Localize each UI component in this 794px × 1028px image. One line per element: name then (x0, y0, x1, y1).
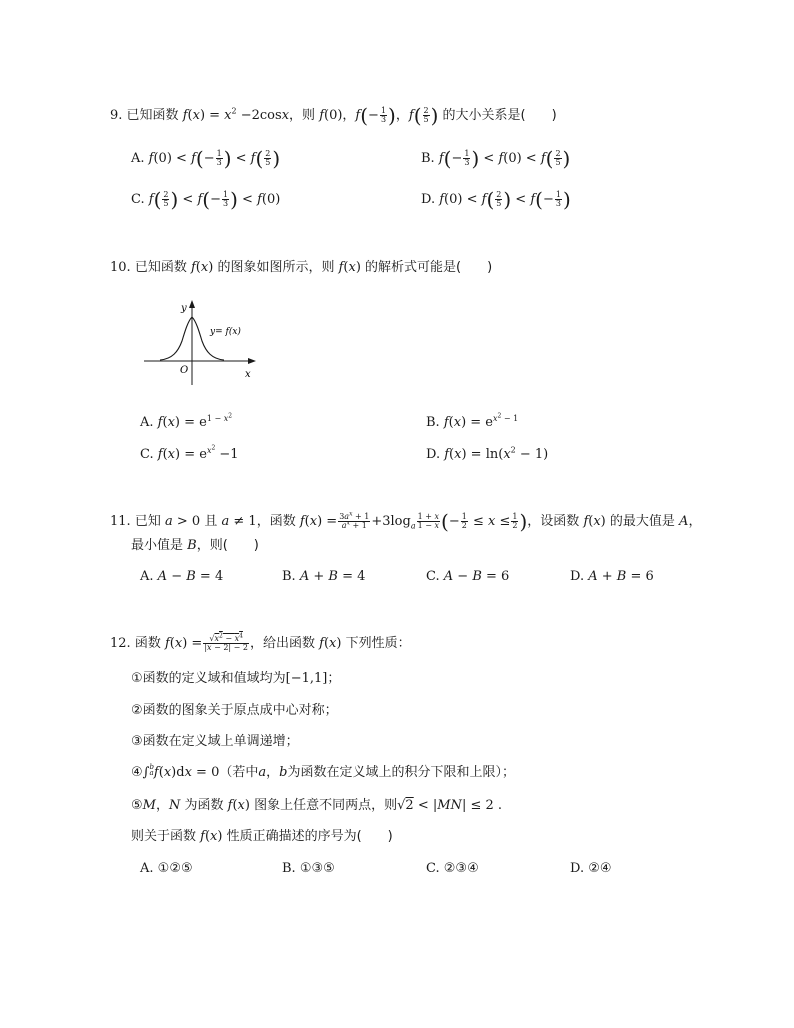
q10-option-c: C. $f(x) = e^{x^2} -1$ (140, 444, 239, 462)
q9-option-d: D. f(0) < f( $\frac{2}{5}$ ) < f(− $\frac{1}{3}$ ) (421, 187, 571, 212)
q12-property-1: ①函数的定义域和值域均为[−1,1]； (131, 671, 341, 686)
y-axis-arrow (189, 300, 195, 308)
q9-option-c: C. f( $\frac{2}{5}$ ) < f(− $\frac{1}{3}$ ) < f(0) (131, 187, 281, 212)
q12-property-5: ⑤M，N 为函数 f(x) 图象上任意不同两点，则√2 < |MN| ≤ 2 . (131, 798, 503, 813)
q11-stem-line1: 11. 已知 a > 0 且 a ≠ 1，函数 f(x) = $\frac{3a^x + 1}{a^x + 1}$ $+3\log_a$ $\frac{1 + x}{1 - x}$ (− $\frac{1}{2}$ ≤ x ≤ $\frac{1}{2}$ )，设函数 f(x) 的最大值是 A， (110, 509, 702, 534)
q11-stem-line2: 最小值是 B，则( ) (131, 538, 259, 553)
q12-number: 12. (110, 636, 131, 651)
y-axis-label: y (181, 303, 187, 314)
q10-option-a: A. $f(x) = e^{1 - x^2}$ (140, 412, 233, 430)
q11-option-d: D. A + B = 6 (570, 569, 654, 584)
x-axis-label: x (245, 369, 251, 380)
q12-question: 则关于函数 f(x) 性质正确描述的序号为( ) (131, 829, 393, 844)
q12-option-a: A. ①②⑤ (140, 861, 193, 876)
q10-option-d: D. $f(x) = \ln(x^2 - 1)$ (426, 445, 549, 462)
q9-number: 9. (110, 108, 123, 123)
q12-option-b: B. ①③⑤ (282, 861, 335, 876)
q12-property-2: ②函数的图象关于原点成中心对称； (131, 703, 338, 718)
origin-label: O (180, 365, 189, 376)
q12-property-3: ③函数在定义域上单调递增； (131, 734, 299, 749)
q12-property-4: ④∫b af(x)dx = 0（若中a，b为函数在定义域上的积分下限和上限）； (131, 763, 515, 780)
curve-label: y= f(x) (210, 327, 241, 337)
q9-option-a: A. f(0) < f(− $\frac{1}{3}$ ) < f( $\frac{2}{5}$ ) (131, 146, 281, 171)
q11-number: 11. (110, 514, 131, 529)
q10-option-b: B. $f(x) = e^{x^2 - 1}$ (426, 412, 519, 430)
q11-option-b: B. A + B = 4 (282, 569, 366, 584)
q10-number: 10. (110, 260, 131, 275)
q9-function-def: $f(x) = x^2 -2\cos x$ (182, 106, 290, 123)
q10-stem: 10. 已知函数 f(x) 的图象如图所示，则 f(x) 的解析式可能是( ) (110, 260, 493, 275)
x-axis-arrow (248, 358, 256, 364)
q10-function-graph (140, 297, 270, 387)
q11-option-c: C. A − B = 6 (426, 569, 510, 584)
q12-option-c: C. ②③④ (426, 861, 479, 876)
q9-option-b: B. f(− $\frac{1}{3}$ ) < f(0) < f( $\frac{2}{5}$ ) (421, 146, 571, 171)
q12-stem: 12. 函数 f(x) = $\frac{√x^2 - x^4}{|x - 2| - 2}$ ，给出函数 f(x) 下列性质： (110, 632, 411, 652)
q11-option-a: A. A − B = 4 (140, 569, 224, 584)
q12-option-d: D. ②④ (570, 861, 612, 876)
q9-stem: 9. 已知函数 $f(x) = x^2 -2\cos x$，则 f(0)，f(− $\frac{1}{3}$ )，f( $\frac{2}{5}$ ) 的大小关系是( ) (110, 103, 557, 128)
